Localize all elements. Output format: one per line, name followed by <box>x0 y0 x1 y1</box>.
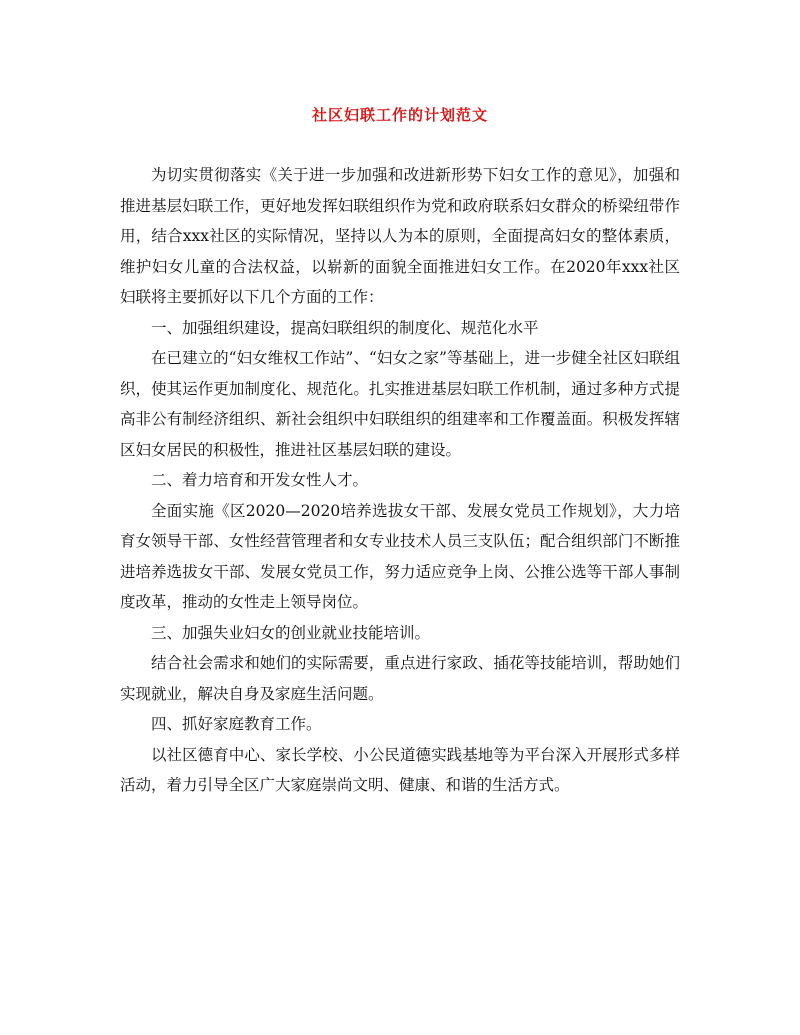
section-paragraph-4: 以社区德育中心、家长学校、小公民道德实践基地等为平台深入开展形式多样活动，着力引导全区广大家庭崇尚文明、健康、和谐的生活方式。 <box>120 745 680 794</box>
section-paragraph-2: 全面实施《区2020—2020培养选拔女干部、发展女党员工作规划》，大力培育女领导干部、女性经营管理者和女专业技术人员三支队伍；配合组织部门不断推进培养选拔女干部、发展女党员工作，努力适应竞争上岗、公推公选等干部人事制度改革，推动的女性走上领导岗位。 <box>120 501 680 611</box>
section-paragraph-3: 结合社会需求和她们的实际需要，重点进行家政、插花等技能培训，帮助她们实现就业，解决自身及家庭生活问题。 <box>120 654 680 703</box>
section-heading-3: 三、加强失业妇女的创业就业技能培训。 <box>151 623 431 642</box>
document-body <box>120 160 680 801</box>
section-heading-4: 四、抓好家庭教育工作。 <box>151 715 322 733</box>
section-heading-1: 一、加强组织建设，提高妇联组织的制度化、规范化水平 <box>151 318 539 337</box>
document-title: 社区妇联工作的计划范文 <box>311 106 488 124</box>
section-paragraph-1: 在已建立的“妇女维权工作站”、“妇女之家”等基础上，进一步健全社区妇联组织，使其运作更加制度化、规范化。扎实推进基层妇联工作机制，通过多种方式提高非公有制经济组织、新社会组织中妇联组织的组建率和工作覆盖面。积极发挥辖区妇女居民的积极性，推进社区基层妇联的建设。 <box>120 349 680 459</box>
section-heading-2: 二、着力培育和开发女性人才。 <box>151 471 369 489</box>
intro-paragraph: 为切实贯彻落实《关于进一步加强和改进新形势下妇女工作的意见》，加强和推进基层妇联工作，更好地发挥妇联组织作为党和政府联系妇女群众的桥梁纽带作用，结合xxx社区的实际情况，坚持以人为本的原则，全面提高妇女的整体素质，维护妇女儿童的合法权益，以崭新的面貌全面推进妇女工作。在2020年xxx社区妇联将主要抓好以下几个方面的工作： <box>120 166 680 306</box>
